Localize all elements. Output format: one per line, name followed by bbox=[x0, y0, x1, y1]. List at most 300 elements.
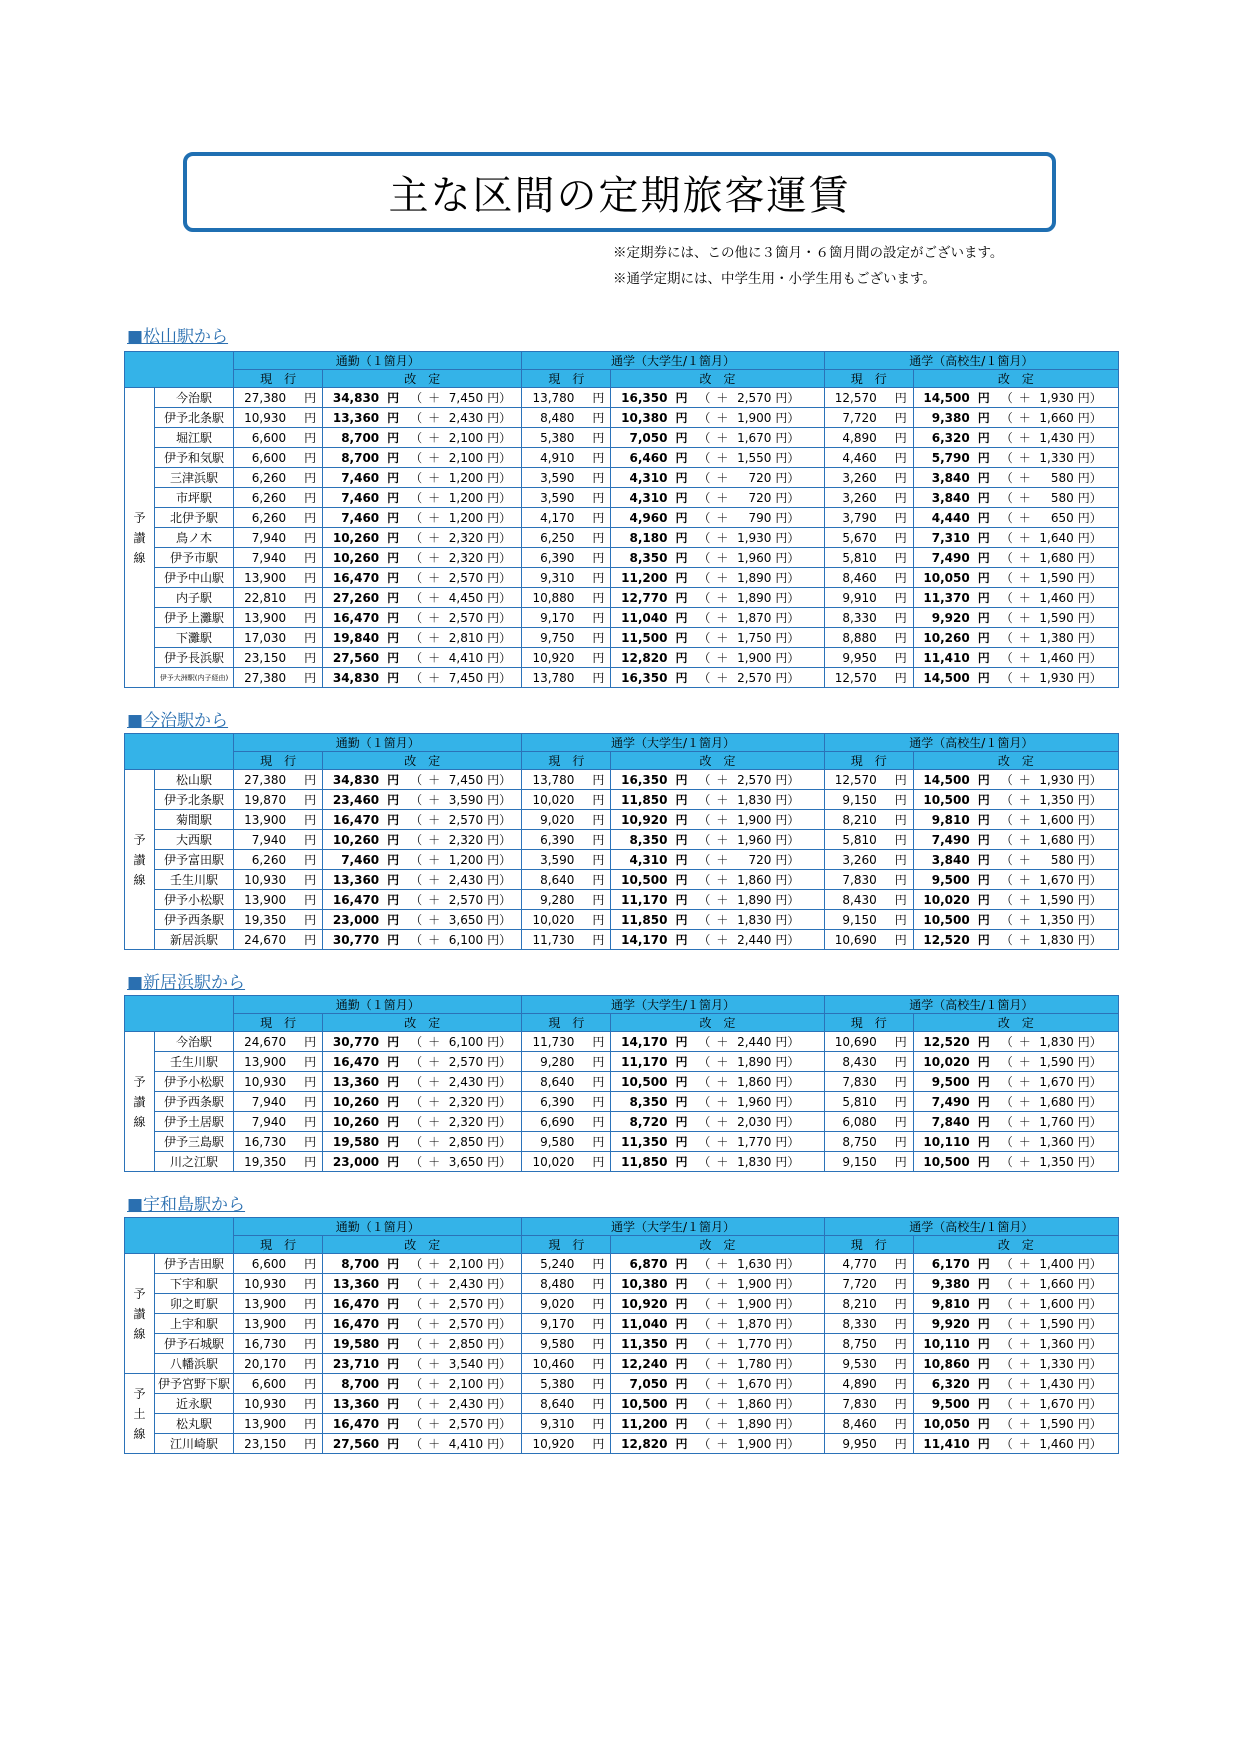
fare-increase bbox=[695, 469, 799, 486]
table-row bbox=[125, 468, 1119, 488]
paren-open: （ bbox=[698, 793, 711, 807]
fare-increase bbox=[998, 569, 1102, 586]
fare-value: 10,930 bbox=[244, 1397, 287, 1411]
plus-sign: ＋ bbox=[716, 571, 729, 585]
plus-sign: ＋ bbox=[1018, 1075, 1031, 1089]
increase-value: 1,890 bbox=[737, 591, 772, 605]
revised-fare bbox=[913, 1314, 1118, 1334]
yen-unit: 円 bbox=[592, 1417, 605, 1431]
yen-unit: 円 bbox=[675, 451, 688, 465]
fare-value: 11,850 bbox=[621, 1155, 668, 1169]
fare-increase bbox=[407, 509, 511, 526]
paren-close: 円） bbox=[487, 1377, 512, 1391]
paren-close: 円） bbox=[487, 1317, 512, 1331]
fare-increase bbox=[998, 931, 1102, 948]
yen-unit: 円 bbox=[387, 913, 400, 927]
increase-value: 720 bbox=[748, 853, 772, 867]
paren-open: （ bbox=[410, 571, 423, 585]
fare-increase bbox=[695, 529, 799, 546]
fare-value: 6,600 bbox=[251, 1257, 287, 1271]
fare-value: 11,040 bbox=[621, 611, 668, 625]
fare-increase bbox=[998, 791, 1102, 808]
plus-sign: ＋ bbox=[1018, 873, 1031, 887]
fare-value: 6,390 bbox=[540, 833, 575, 847]
current-fare bbox=[234, 468, 323, 488]
fare-value: 7,940 bbox=[251, 551, 287, 565]
revised-fare bbox=[611, 648, 824, 668]
paren-open: （ bbox=[698, 1397, 711, 1411]
fare-increase bbox=[998, 509, 1102, 526]
header-commute: 通勤（１箇月） bbox=[234, 352, 522, 370]
header-univ: 通学（大学生/１箇月） bbox=[522, 1218, 824, 1236]
revised-fare bbox=[913, 870, 1118, 890]
fare-value: 10,500 bbox=[923, 1155, 970, 1169]
paren-open: （ bbox=[698, 913, 711, 927]
fare-value: 5,790 bbox=[931, 451, 970, 465]
plus-sign: ＋ bbox=[1018, 631, 1031, 645]
fare-value: 5,810 bbox=[842, 551, 877, 565]
header-commute: 通勤（１箇月） bbox=[234, 996, 522, 1014]
yen-unit: 円 bbox=[387, 1135, 400, 1149]
increase-value: 7,450 bbox=[448, 773, 484, 787]
station-name: 伊予西条駅 bbox=[155, 910, 234, 930]
fare-increase bbox=[407, 1073, 511, 1090]
current-fare bbox=[234, 810, 323, 830]
table-row bbox=[125, 568, 1119, 588]
current-fare bbox=[522, 910, 611, 930]
fare-value: 13,360 bbox=[332, 1397, 380, 1411]
paren-open: （ bbox=[1000, 1095, 1013, 1109]
fare-increase bbox=[407, 931, 511, 948]
paren-open: （ bbox=[410, 893, 423, 907]
plus-sign: ＋ bbox=[1018, 1317, 1031, 1331]
fare-increase bbox=[407, 871, 511, 888]
fare-value: 7,310 bbox=[931, 531, 970, 545]
line-name: 予 讃 線 bbox=[125, 1032, 155, 1172]
fare-value: 19,870 bbox=[244, 793, 287, 807]
paren-close: 円） bbox=[775, 1115, 800, 1129]
fare-value: 12,820 bbox=[621, 651, 668, 665]
revised-fare bbox=[913, 448, 1118, 468]
paren-open: （ bbox=[698, 551, 711, 565]
revised-fare bbox=[913, 810, 1118, 830]
fare-value: 10,050 bbox=[923, 571, 970, 585]
increase-value: 1,590 bbox=[1039, 571, 1074, 585]
paren-open: （ bbox=[410, 1377, 423, 1391]
fare-increase bbox=[695, 1153, 799, 1170]
yen-unit: 円 bbox=[592, 451, 605, 465]
plus-sign: ＋ bbox=[1018, 1337, 1031, 1351]
plus-sign: ＋ bbox=[1018, 793, 1031, 807]
increase-value: 2,570 bbox=[737, 671, 772, 685]
increase-value: 2,570 bbox=[737, 773, 772, 787]
yen-unit: 円 bbox=[387, 793, 400, 807]
fare-value: 9,150 bbox=[842, 793, 877, 807]
paren-close: 円） bbox=[1077, 431, 1102, 445]
increase-value: 1,590 bbox=[1039, 1417, 1074, 1431]
station-name: 伊予北条駅 bbox=[155, 790, 234, 810]
increase-value: 3,650 bbox=[448, 913, 484, 927]
fare-value: 9,380 bbox=[931, 1277, 970, 1291]
increase-value: 1,590 bbox=[1039, 611, 1074, 625]
header-current: 現 行 bbox=[824, 752, 913, 770]
fare-increase bbox=[695, 569, 799, 586]
current-fare bbox=[234, 408, 323, 428]
yen-unit: 円 bbox=[387, 813, 400, 827]
yen-unit: 円 bbox=[304, 651, 317, 665]
fare-value: 3,260 bbox=[842, 471, 877, 485]
fare-value: 13,780 bbox=[532, 671, 575, 685]
yen-unit: 円 bbox=[977, 1297, 990, 1311]
current-fare bbox=[522, 1274, 611, 1294]
fare-increase bbox=[998, 911, 1102, 928]
table-row bbox=[125, 548, 1119, 568]
revised-fare bbox=[913, 790, 1118, 810]
current-fare bbox=[522, 850, 611, 870]
plus-sign: ＋ bbox=[1018, 893, 1031, 907]
current-fare bbox=[234, 628, 323, 648]
fare-increase bbox=[407, 1315, 511, 1332]
paren-open: （ bbox=[698, 1155, 711, 1169]
yen-unit: 円 bbox=[977, 1357, 990, 1371]
yen-unit: 円 bbox=[977, 551, 990, 565]
revised-fare bbox=[323, 1354, 522, 1374]
revised-fare bbox=[611, 628, 824, 648]
fare-value: 8,700 bbox=[341, 431, 380, 445]
paren-open: （ bbox=[410, 1155, 423, 1169]
paren-open: （ bbox=[1000, 651, 1013, 665]
paren-open: （ bbox=[1000, 1417, 1013, 1431]
plus-sign: ＋ bbox=[716, 611, 729, 625]
fare-value: 19,580 bbox=[332, 1337, 380, 1351]
current-fare bbox=[234, 1354, 323, 1374]
fare-increase bbox=[407, 1275, 511, 1292]
current-fare bbox=[824, 428, 913, 448]
yen-unit: 円 bbox=[387, 1297, 400, 1311]
increase-value: 2,570 bbox=[448, 1055, 484, 1069]
paren-close: 円） bbox=[1077, 1277, 1102, 1291]
increase-value: 1,960 bbox=[737, 1095, 772, 1109]
paren-close: 円） bbox=[775, 1257, 800, 1271]
increase-value: 1,760 bbox=[1039, 1115, 1074, 1129]
paren-open: （ bbox=[410, 913, 423, 927]
fare-value: 4,770 bbox=[842, 1257, 877, 1271]
fare-value: 6,320 bbox=[931, 1377, 970, 1391]
paren-open: （ bbox=[698, 1417, 711, 1431]
station-name: 伊予小松駅 bbox=[155, 1072, 234, 1092]
paren-close: 円） bbox=[487, 813, 512, 827]
yen-unit: 円 bbox=[894, 391, 907, 405]
plus-sign: ＋ bbox=[716, 1377, 729, 1391]
paren-open: （ bbox=[1000, 571, 1013, 585]
fare-value: 9,310 bbox=[540, 571, 575, 585]
yen-unit: 円 bbox=[304, 853, 317, 867]
current-fare bbox=[824, 548, 913, 568]
table-row bbox=[125, 608, 1119, 628]
yen-unit: 円 bbox=[894, 511, 907, 525]
paren-open: （ bbox=[698, 933, 711, 947]
plus-sign: ＋ bbox=[716, 1397, 729, 1411]
yen-unit: 円 bbox=[894, 531, 907, 545]
fare-value: 24,670 bbox=[244, 1035, 287, 1049]
increase-value: 7,450 bbox=[448, 391, 484, 405]
fare-increase bbox=[695, 489, 799, 506]
current-fare bbox=[824, 1112, 913, 1132]
fare-value: 8,750 bbox=[842, 1135, 877, 1149]
revised-fare bbox=[611, 1414, 824, 1434]
fare-value: 27,560 bbox=[332, 1437, 380, 1451]
yen-unit: 円 bbox=[977, 1417, 990, 1431]
paren-close: 円） bbox=[775, 1297, 800, 1311]
revised-fare bbox=[611, 790, 824, 810]
revised-fare bbox=[913, 508, 1118, 528]
fare-value: 9,950 bbox=[842, 651, 877, 665]
yen-unit: 円 bbox=[675, 1437, 688, 1451]
paren-close: 円） bbox=[775, 491, 800, 505]
fare-increase bbox=[407, 489, 511, 506]
current-fare bbox=[824, 568, 913, 588]
fare-increase bbox=[998, 1375, 1102, 1392]
table-row bbox=[125, 1354, 1119, 1374]
fare-value: 13,780 bbox=[532, 773, 575, 787]
yen-unit: 円 bbox=[304, 873, 317, 887]
yen-unit: 円 bbox=[977, 933, 990, 947]
paren-open: （ bbox=[1000, 431, 1013, 445]
revised-fare bbox=[913, 1354, 1118, 1374]
fare-increase bbox=[998, 1415, 1102, 1432]
fare-value: 6,460 bbox=[629, 451, 668, 465]
revised-fare bbox=[323, 588, 522, 608]
yen-unit: 円 bbox=[894, 1155, 907, 1169]
current-fare bbox=[522, 1414, 611, 1434]
yen-unit: 円 bbox=[977, 1155, 990, 1169]
paren-open: （ bbox=[410, 451, 423, 465]
fare-value: 8,330 bbox=[842, 1317, 877, 1331]
yen-unit: 円 bbox=[675, 1297, 688, 1311]
fare-value: 6,250 bbox=[540, 531, 575, 545]
fare-value: 10,020 bbox=[923, 893, 970, 907]
paren-open: （ bbox=[698, 591, 711, 605]
current-fare bbox=[522, 1072, 611, 1092]
header-current: 現 行 bbox=[234, 752, 323, 770]
yen-unit: 円 bbox=[304, 893, 317, 907]
fare-increase bbox=[695, 791, 799, 808]
fare-increase bbox=[998, 851, 1102, 868]
yen-unit: 円 bbox=[592, 1337, 605, 1351]
station-name: 内子駅 bbox=[155, 588, 234, 608]
fare-value: 9,810 bbox=[931, 1297, 970, 1311]
header-current: 現 行 bbox=[824, 370, 913, 388]
yen-unit: 円 bbox=[304, 511, 317, 525]
paren-open: （ bbox=[410, 873, 423, 887]
station-name: 三津浜駅 bbox=[155, 468, 234, 488]
yen-unit: 円 bbox=[304, 1317, 317, 1331]
fare-value: 27,380 bbox=[244, 773, 287, 787]
fare-value: 8,210 bbox=[842, 1297, 877, 1311]
fare-increase bbox=[695, 1435, 799, 1452]
yen-unit: 円 bbox=[977, 511, 990, 525]
yen-unit: 円 bbox=[592, 1437, 605, 1451]
paren-close: 円） bbox=[487, 933, 512, 947]
yen-unit: 円 bbox=[675, 853, 688, 867]
fare-increase bbox=[407, 891, 511, 908]
current-fare bbox=[234, 1374, 323, 1394]
yen-unit: 円 bbox=[592, 591, 605, 605]
plus-sign: ＋ bbox=[428, 793, 441, 807]
increase-value: 1,630 bbox=[737, 1257, 772, 1271]
notes bbox=[613, 240, 1003, 292]
plus-sign: ＋ bbox=[1018, 411, 1031, 425]
increase-value: 1,600 bbox=[1039, 813, 1074, 827]
revised-fare bbox=[323, 468, 522, 488]
paren-open: （ bbox=[1000, 793, 1013, 807]
revised-fare bbox=[611, 408, 824, 428]
increase-value: 1,830 bbox=[737, 793, 772, 807]
paren-close: 円） bbox=[775, 1357, 800, 1371]
yen-unit: 円 bbox=[592, 933, 605, 947]
fare-increase bbox=[407, 589, 511, 606]
fare-value: 10,110 bbox=[923, 1135, 970, 1149]
fare-increase bbox=[998, 1435, 1102, 1452]
increase-value: 6,100 bbox=[448, 933, 484, 947]
yen-unit: 円 bbox=[675, 1155, 688, 1169]
fare-value: 4,440 bbox=[931, 511, 970, 525]
fare-value: 10,020 bbox=[532, 913, 575, 927]
header-univ: 通学（大学生/１箇月） bbox=[522, 352, 824, 370]
plus-sign: ＋ bbox=[1018, 1357, 1031, 1371]
fare-value: 16,470 bbox=[332, 1417, 380, 1431]
revised-fare bbox=[323, 608, 522, 628]
fare-value: 13,900 bbox=[244, 1055, 287, 1069]
increase-value: 1,550 bbox=[737, 451, 772, 465]
yen-unit: 円 bbox=[894, 1357, 907, 1371]
increase-value: 1,900 bbox=[737, 1277, 772, 1291]
yen-unit: 円 bbox=[977, 1115, 990, 1129]
plus-sign: ＋ bbox=[428, 773, 441, 787]
plus-sign: ＋ bbox=[428, 1055, 441, 1069]
plus-sign: ＋ bbox=[716, 631, 729, 645]
increase-value: 2,430 bbox=[448, 411, 484, 425]
fare-increase bbox=[407, 851, 511, 868]
header-revised: 改 定 bbox=[913, 1236, 1118, 1254]
current-fare bbox=[522, 1112, 611, 1132]
yen-unit: 円 bbox=[304, 1115, 317, 1129]
plus-sign: ＋ bbox=[1018, 491, 1031, 505]
fare-value: 7,940 bbox=[251, 531, 287, 545]
paren-open: （ bbox=[1000, 1317, 1013, 1331]
yen-unit: 円 bbox=[304, 671, 317, 685]
current-fare bbox=[824, 830, 913, 850]
fare-value: 9,530 bbox=[842, 1357, 877, 1371]
increase-value: 2,320 bbox=[448, 1115, 484, 1129]
revised-fare bbox=[913, 1374, 1118, 1394]
increase-value: 1,640 bbox=[1039, 531, 1074, 545]
current-fare bbox=[522, 668, 611, 688]
fare-increase bbox=[998, 1295, 1102, 1312]
revised-fare bbox=[611, 388, 824, 408]
paren-close: 円） bbox=[1077, 1055, 1102, 1069]
paren-open: （ bbox=[410, 1337, 423, 1351]
yen-unit: 円 bbox=[304, 813, 317, 827]
increase-value: 1,200 bbox=[448, 511, 484, 525]
increase-value: 580 bbox=[1050, 853, 1074, 867]
station-name: 近永駅 bbox=[155, 1394, 234, 1414]
paren-close: 円） bbox=[775, 853, 800, 867]
paren-close: 円） bbox=[487, 833, 512, 847]
increase-value: 1,930 bbox=[1039, 391, 1074, 405]
paren-close: 円） bbox=[1077, 1115, 1102, 1129]
fare-increase bbox=[407, 1133, 511, 1150]
fare-increase bbox=[407, 831, 511, 848]
fare-increase bbox=[407, 549, 511, 566]
increase-value: 1,830 bbox=[737, 1155, 772, 1169]
station-name: 川之江駅 bbox=[155, 1152, 234, 1172]
fare-value: 14,500 bbox=[923, 773, 970, 787]
fare-increase bbox=[998, 609, 1102, 626]
current-fare bbox=[824, 468, 913, 488]
revised-fare bbox=[611, 1092, 824, 1112]
current-fare bbox=[522, 628, 611, 648]
current-fare bbox=[522, 890, 611, 910]
fare-value: 13,360 bbox=[332, 1075, 380, 1089]
paren-close: 円） bbox=[487, 631, 512, 645]
paren-open: （ bbox=[698, 873, 711, 887]
increase-value: 2,430 bbox=[448, 873, 484, 887]
increase-value: 1,590 bbox=[1039, 1055, 1074, 1069]
paren-close: 円） bbox=[1077, 591, 1102, 605]
current-fare bbox=[824, 1294, 913, 1314]
yen-unit: 円 bbox=[675, 1317, 688, 1331]
increase-value: 2,320 bbox=[448, 551, 484, 565]
yen-unit: 円 bbox=[592, 893, 605, 907]
revised-fare bbox=[323, 1072, 522, 1092]
yen-unit: 円 bbox=[894, 813, 907, 827]
increase-value: 2,570 bbox=[448, 611, 484, 625]
yen-unit: 円 bbox=[894, 1437, 907, 1451]
fare-increase bbox=[407, 529, 511, 546]
fare-value: 13,900 bbox=[244, 1297, 287, 1311]
fare-value: 6,260 bbox=[251, 471, 287, 485]
revised-fare bbox=[611, 1254, 824, 1274]
yen-unit: 円 bbox=[592, 1257, 605, 1271]
fare-value: 16,470 bbox=[332, 813, 380, 827]
fare-increase bbox=[695, 771, 799, 788]
revised-fare bbox=[323, 428, 522, 448]
yen-unit: 円 bbox=[894, 1317, 907, 1331]
fare-increase bbox=[998, 449, 1102, 466]
increase-value: 650 bbox=[1050, 511, 1074, 525]
plus-sign: ＋ bbox=[1018, 391, 1031, 405]
paren-open: （ bbox=[1000, 1297, 1013, 1311]
revised-fare bbox=[323, 1394, 522, 1414]
paren-close: 円） bbox=[487, 1357, 512, 1371]
paren-close: 円） bbox=[775, 1317, 800, 1331]
station-name: 今治駅 bbox=[155, 1032, 234, 1052]
station-name: 壬生川駅 bbox=[155, 1052, 234, 1072]
increase-value: 1,670 bbox=[1039, 873, 1074, 887]
station-name: 伊予吉田駅 bbox=[155, 1254, 234, 1274]
yen-unit: 円 bbox=[894, 893, 907, 907]
fare-value: 5,810 bbox=[842, 1095, 877, 1109]
yen-unit: 円 bbox=[894, 1055, 907, 1069]
yen-unit: 円 bbox=[894, 611, 907, 625]
yen-unit: 円 bbox=[894, 431, 907, 445]
yen-unit: 円 bbox=[304, 391, 317, 405]
current-fare bbox=[522, 608, 611, 628]
current-fare bbox=[234, 790, 323, 810]
paren-close: 円） bbox=[775, 1055, 800, 1069]
paren-close: 円） bbox=[487, 1417, 512, 1431]
